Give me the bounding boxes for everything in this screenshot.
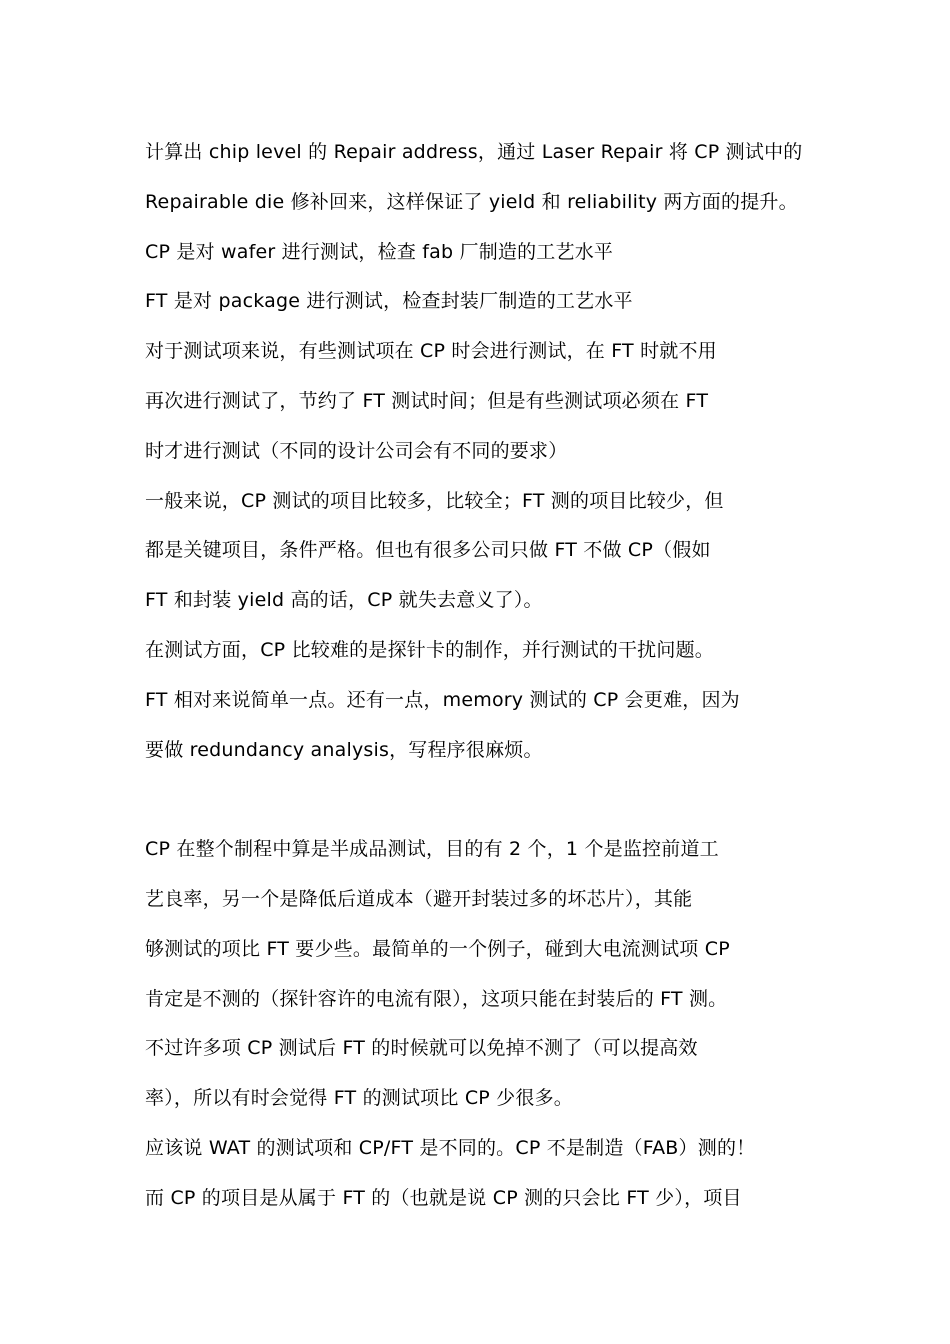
text-line: 都是关键项目，条件严格。但也有很多公司只做 FT 不做 CP（假如	[145, 539, 711, 562]
text-line: 够测试的项比 FT 要少些。最简单的一个例子，碰到大电流测试项 CP	[145, 937, 730, 960]
text-line: Repairable die 修补回来，这样保证了 yield 和 reliability 两方面的提升。	[145, 190, 798, 213]
text-line: 一般来说，CP 测试的项目比较多，比较全；FT 测的项目比较少，但	[145, 489, 724, 512]
text-line: CP 是对 wafer 进行测试，检查 fab 厂制造的工艺水平	[145, 240, 614, 263]
text-line: 应该说 WAT 的测试项和 CP/FT 是不同的。CP 不是制造（FAB）测的！	[145, 1136, 756, 1159]
text-line: FT 和封装 yield 高的话，CP 就失去意义了）。	[145, 589, 543, 612]
text-line: 在测试方面，CP 比较难的是探针卡的制作，并行测试的干扰问题。	[145, 638, 714, 661]
text-line: 不过许多项 CP 测试后 FT 的时候就可以免掉不测了（可以提高效	[145, 1037, 698, 1060]
text-line: 再次进行测试了，节约了 FT 测试时间；但是有些测试项必须在 FT	[145, 389, 709, 412]
text-line: 要做 redundancy analysis，写程序很麻烦。	[145, 738, 543, 761]
text-line: 对于测试项来说，有些测试项在 CP 时会进行测试，在 FT 时就不用	[145, 340, 717, 363]
text-line: 时才进行测试（不同的设计公司会有不同的要求）	[145, 439, 568, 462]
text-line: FT 相对来说简单一点。还有一点，memory 测试的 CP 会更难，因为	[145, 688, 740, 711]
text-line: 肯定是不测的（探针容许的电流有限），这项只能在封装后的 FT 测。	[145, 987, 728, 1010]
text-line: CP 在整个制程中算是半成品测试，目的有 2 个，1 个是监控前道工	[145, 838, 719, 861]
document-body	[145, 128, 825, 1224]
blank-line	[145, 775, 825, 825]
text-line: 而 CP 的项目是从属于 FT 的（也就是说 CP 测的只会比 FT 少），项目	[145, 1186, 742, 1209]
text-line: 率），所以有时会觉得 FT 的测试项比 CP 少很多。	[145, 1087, 573, 1110]
text-line: 艺良率，另一个是降低后道成本（避开封装过多的坏芯片），其能	[145, 887, 693, 910]
text-line: FT 是对 package 进行测试，检查封装厂制造的工艺水平	[145, 290, 633, 313]
text-line: 计算出 chip level 的 Repair address，通过 Laser Repair 将 CP 测试中的	[145, 141, 803, 163]
